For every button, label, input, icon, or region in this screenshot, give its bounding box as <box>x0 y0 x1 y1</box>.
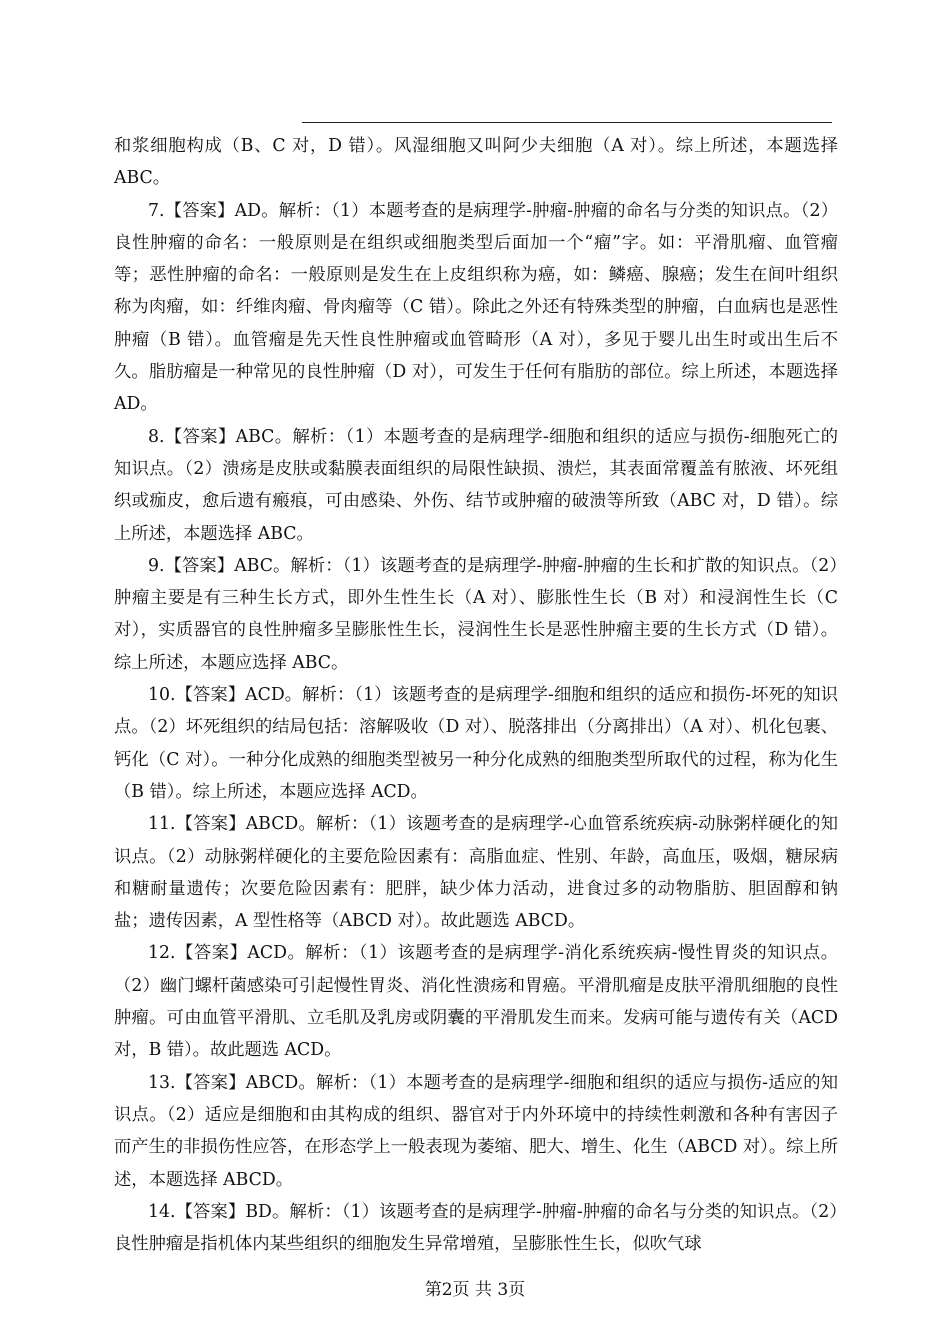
header-rule <box>302 122 832 123</box>
page-footer: 第2页 共 3页 <box>424 1280 526 1300</box>
answer-12: 12.【答案】ACD。解析：（1）该题考查的是病理学-消化系统疾病-慢性胃炎的知识点。（2）幽门螺杆菌感染可引起慢性胃炎、消化性溃疡和胃癌。平滑肌瘤是皮肤平滑肌细胞的良性肿瘤。可由血管平滑肌、立毛肌及乳房或阴囊的平滑肌发生而来。发病可能与遗传有关（ACD 对，B 错）。故此题选 ACD。 <box>114 943 838 1061</box>
document-body <box>114 130 838 1260</box>
answer-8: 8.【答案】ABC。解析：（1）本题考查的是病理学-细胞和组织的适应与损伤-细胞死亡的知识点。（2）溃疡是皮肤或黏膜表面组织的局限性缺损、溃烂，其表面常覆盖有脓液、坏死组织或痂皮，愈后遗有瘢痕，可由感染、外伤、结节或肿瘤的破溃等所致（ABC 对，D 错）。综上所述，本题选择 ABC。 <box>114 426 838 544</box>
answer-11: 11.【答案】ABCD。解析：（1）该题考查的是病理学-心血管系统疾病-动脉粥样硬化的知识点。（2）动脉粥样硬化的主要危险因素有：高脂血症、性别、年龄，高血压，吸烟，糖尿病和糖耐量遗传；次要危险因素有：肥胖，缺少体力活动，进食过多的动物脂肪、胆固醇和钠盐；遗传因素，A 型性格等（ABCD 对）。故此题选 ABCD。 <box>114 814 838 932</box>
answer-7: 7.【答案】AD。解析：（1）本题考查的是病理学-肿瘤-肿瘤的命名与分类的知识点。（2）良性肿瘤的命名：一般原则是在组织或细胞类型后面加一个“瘤”字。如：平滑肌瘤、血管瘤等；恶性肿瘤的命名：一般原则是发生在上皮组织称为癌，如：鳞癌、腺癌；发生在间叶组织称为肉瘤，如：纤维肉瘤、骨肉瘤等（C 错）。除此之外还有特殊类型的肿瘤，白血病也是恶性肿瘤（B 错）。血管瘤是先天性良性肿瘤或血管畸形（A 对），多见于婴儿出生时或出生后不久。脂肪瘤是一种常见的良性肿瘤（D 对），可发生于任何有脂肪的部位。综上所述，本题选择 AD。 <box>114 200 838 415</box>
paragraph-continuation: 和浆细胞构成（B、C 对，D 错）。风湿细胞又叫阿少夫细胞（A 对）。综上所述，本题选择 ABC。 <box>114 136 838 189</box>
answer-9: 9.【答案】ABC。解析：（1）该题考查的是病理学-肿瘤-肿瘤的生长和扩散的知识点。（2）肿瘤主要是有三种生长方式，即外生性生长（A 对）、膨胀性生长（B 对）和浸润性生长（C 对），实质器官的良性肿瘤多呈膨胀性生长，浸润性生长是恶性肿瘤主要的生长方式（D 错）。综上所述，本题应选择 ABC。 <box>114 555 838 673</box>
answer-10: 10.【答案】ACD。解析：（1）该题考查的是病理学-细胞和组织的适应和损伤-坏死的知识点。（2）坏死组织的结局包括：溶解吸收（D 对）、脱落排出（分离排出）（A 对）、机化包裹、钙化（C 对）。一种分化成熟的细胞类型被另一种分化成熟的细胞类型所取代的过程，称为化生（B 错）。综上所述，本题应选择 ACD。 <box>114 685 838 802</box>
answer-14: 14.【答案】BD。解析：（1）该题考查的是病理学-肿瘤-肿瘤的命名与分类的知识点。（2）良性肿瘤是指机体内某些组织的细胞发生异常增殖，呈膨胀性生长，似吹气球 <box>114 1201 838 1255</box>
answer-13: 13.【答案】ABCD。解析：（1）本题考查的是病理学-细胞和组织的适应与损伤-适应的知识点。（2）适应是细胞和由其构成的组织、器官对于内外环境中的持续性刺激和各种有害因子而产生的非损伤性应答，在形态学上一般表现为萎缩、肥大、增生、化生（ABCD 对）。综上所述，本题选择 ABCD。 <box>114 1072 838 1190</box>
